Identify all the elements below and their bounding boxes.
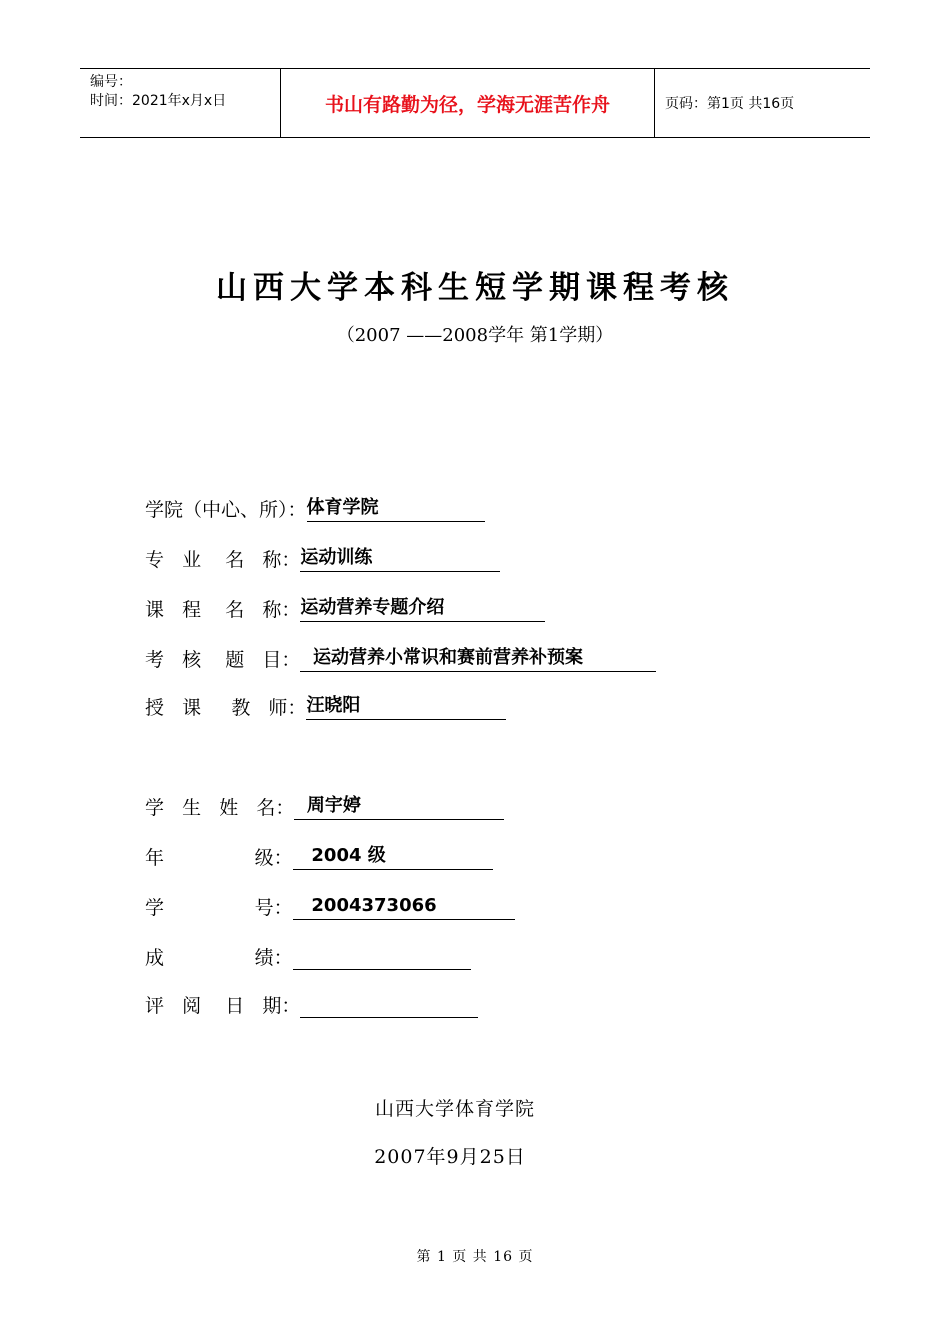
field-label: 专 业 名 称： <box>145 549 301 571</box>
field-grade <box>145 842 493 870</box>
field-teacher <box>145 692 506 720</box>
header-motto: 书山有路勤为径，学海无涯苦作舟 <box>281 69 655 137</box>
field-value: 周宇婷 <box>294 793 504 820</box>
field-value <box>300 991 478 1018</box>
field-label: 考 核 题 目： <box>145 649 301 671</box>
field-label: 授 课 教 师： <box>145 697 307 719</box>
footer-organization: 山西大学体育学院 <box>374 1098 535 1120</box>
field-review-date <box>145 990 478 1018</box>
field-student-name <box>145 792 504 820</box>
document-subtitle: （2007 ——2008学年 第1学期） <box>336 325 614 346</box>
number-label: 编号： <box>90 74 132 90</box>
field-major <box>145 544 500 572</box>
field-value: 运动营养小常识和赛前营养补预案 <box>300 645 656 672</box>
field-value: 运动训练 <box>300 545 500 572</box>
field-value <box>293 943 471 970</box>
field-college <box>145 494 485 522</box>
header-page-info: 页码：第1页 共16页 <box>665 96 795 112</box>
field-value: 汪晓阳 <box>306 693 506 720</box>
time-label: 时间：2021年x月x日 <box>90 93 227 109</box>
field-course <box>145 594 545 622</box>
field-score <box>145 942 471 970</box>
field-label: 学 号： <box>145 897 293 919</box>
field-label: 成 绩： <box>145 947 293 969</box>
field-label: 课 程 名 称： <box>145 599 301 621</box>
field-label: 评 阅 日 期： <box>145 995 301 1017</box>
field-value: 2004 级 <box>293 843 493 870</box>
header-table <box>80 68 870 138</box>
field-label: 年 级： <box>145 847 293 869</box>
document-title: 山西大学本科生短学期课程考核 <box>216 270 734 306</box>
field-label: 学 生 姓 名： <box>145 797 295 819</box>
footer-date: 2007年9月25日 <box>374 1146 526 1168</box>
field-value: 2004373066 <box>293 893 515 920</box>
field-topic <box>145 644 656 672</box>
field-value: 体育学院 <box>307 495 485 522</box>
page-number: 第 1 页 共 16 页 <box>416 1249 534 1265</box>
header-meta <box>80 69 281 137</box>
field-student-id <box>145 892 515 920</box>
field-label: 学院（中心、所）： <box>145 499 307 521</box>
field-value: 运动营养专题介绍 <box>300 595 545 622</box>
